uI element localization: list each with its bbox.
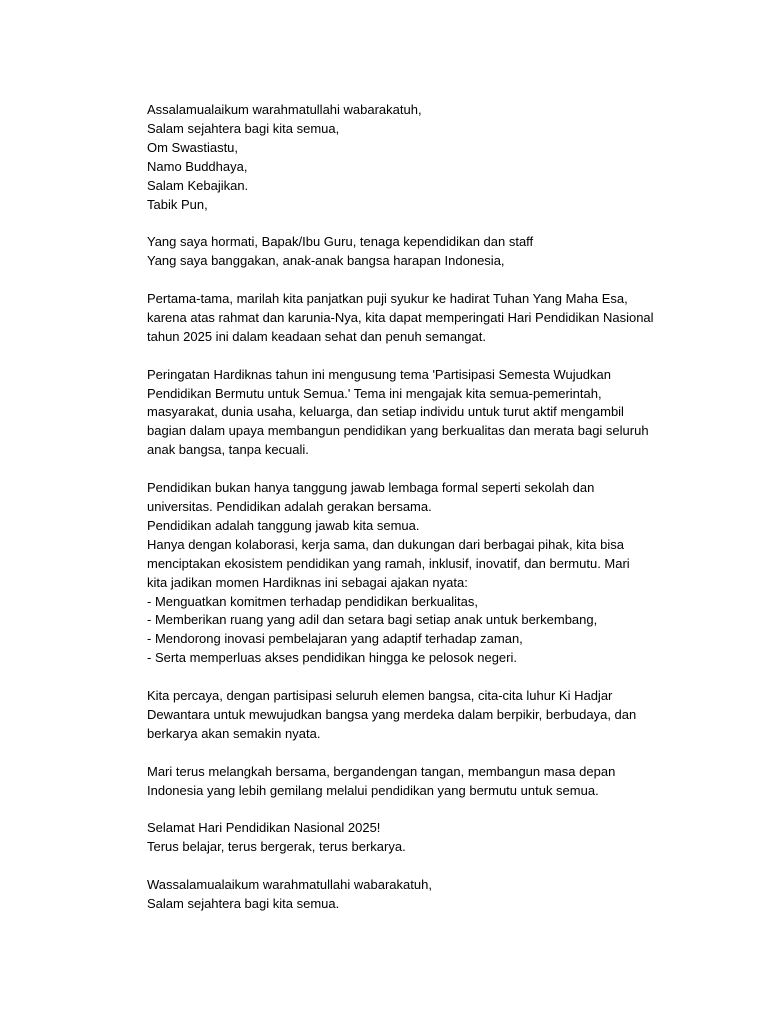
- text-line: Namo Buddhaya,: [147, 158, 248, 174]
- paragraph-theme: [147, 366, 667, 461]
- text-line: universitas. Pendidikan adalah gerakan bersama.: [147, 498, 432, 514]
- paragraph-opening: [147, 290, 667, 347]
- text-line: kita jadikan momen Hardiknas ini sebagai ajakan nyata:: [147, 574, 468, 590]
- text-line: Pertama-tama, marilah kita panjatkan puji syukur ke hadirat Tuhan Yang Maha Esa,: [147, 291, 628, 307]
- paragraph-invitation: [147, 763, 667, 801]
- text-line: Indonesia yang lebih gemilang melalui pendidikan yang bermutu untuk semua.: [147, 782, 599, 798]
- text-line: Tabik Pun,: [147, 196, 208, 212]
- text-line: Assalamualaikum warahmatullahi wabarakatuh,: [147, 102, 422, 117]
- text-line: Peringatan Hardiknas tahun ini mengusung tema 'Partisipasi Semesta Wujudkan: [147, 366, 612, 382]
- text-line: Salam Kebajikan.: [147, 177, 249, 193]
- paragraph-closing: [147, 876, 667, 914]
- list-item: - Memberikan ruang yang adil dan setara bagi setiap anak untuk berkembang,: [147, 612, 598, 628]
- text-line: Yang saya hormati, Bapak/Ibu Guru, tenaga kependidikan dan staff: [147, 234, 534, 250]
- text-line: karena atas rahmat dan karunia-Nya, kita dapat memperingati Hari Pendidikan Nasional: [147, 309, 654, 325]
- text-line: masyarakat, dunia usaha, keluarga, dan setiap individu untuk turut aktif mengambil: [147, 404, 624, 420]
- text-line: Yang saya banggakan, anak-anak bangsa harapan Indonesia,: [147, 253, 505, 269]
- text-line: Pendidikan Bermutu untuk Semua.' Tema ini mengajak kita semua-pemerintah,: [147, 385, 602, 401]
- list-item: - Serta memperluas akses pendidikan hingga ke pelosok negeri.: [147, 650, 517, 666]
- text-line: Mari terus melangkah bersama, bergandengan tangan, membangun masa depan: [147, 763, 616, 779]
- list-item: - Mendorong inovasi pembelajaran yang adaptif terhadap zaman,: [147, 631, 523, 647]
- text-line: Pendidikan adalah tanggung jawab kita semua.: [147, 517, 420, 533]
- text-line: tahun 2025 ini dalam keadaan sehat dan penuh semangat.: [147, 328, 486, 344]
- text-line: Hanya dengan kolaborasi, kerja sama, dan dukungan dari berbagai pihak, kita bisa: [147, 536, 624, 552]
- text-line: Wassalamualaikum warahmatullahi wabarakatuh,: [147, 877, 432, 893]
- text-line: Om Swastiastu,: [147, 139, 239, 155]
- text-line: berkarya akan semakin nyata.: [147, 725, 321, 741]
- text-line: Selamat Hari Pendidikan Nasional 2025!: [147, 820, 381, 836]
- paragraph-salutation: [147, 233, 667, 271]
- text-line: Pendidikan bukan hanya tanggung jawab lembaga formal seperti sekolah dan: [147, 480, 595, 496]
- text-line: Kita percaya, dengan partisipasi seluruh elemen bangsa, cita-cita luhur Ki Hadjar: [147, 688, 613, 704]
- text-line: Terus belajar, terus bergerak, terus berkarya.: [147, 839, 406, 855]
- text-line: anak bangsa, tanpa kecuali.: [147, 442, 309, 458]
- text-line: Salam sejahtera bagi kita semua,: [147, 120, 340, 136]
- text-line: bagian dalam upaya membangun pendidikan yang berkualitas dan merata bagi seluruh: [147, 423, 649, 439]
- paragraph-responsibility: [147, 479, 667, 668]
- list-item: - Menguatkan komitmen terhadap pendidikan berkualitas,: [147, 593, 478, 609]
- paragraph-greeting: [147, 101, 667, 214]
- document-body: [147, 101, 667, 933]
- text-line: menciptakan ekosistem pendidikan yang ramah, inklusif, inovatif, dan bermutu. Mari: [147, 555, 630, 571]
- text-line: Salam sejahtera bagi kita semua.: [147, 895, 340, 911]
- paragraph-celebration: [147, 819, 667, 857]
- text-line: Dewantara untuk mewujudkan bangsa yang merdeka dalam berpikir, berbudaya, dan: [147, 706, 637, 722]
- paragraph-belief: [147, 687, 667, 744]
